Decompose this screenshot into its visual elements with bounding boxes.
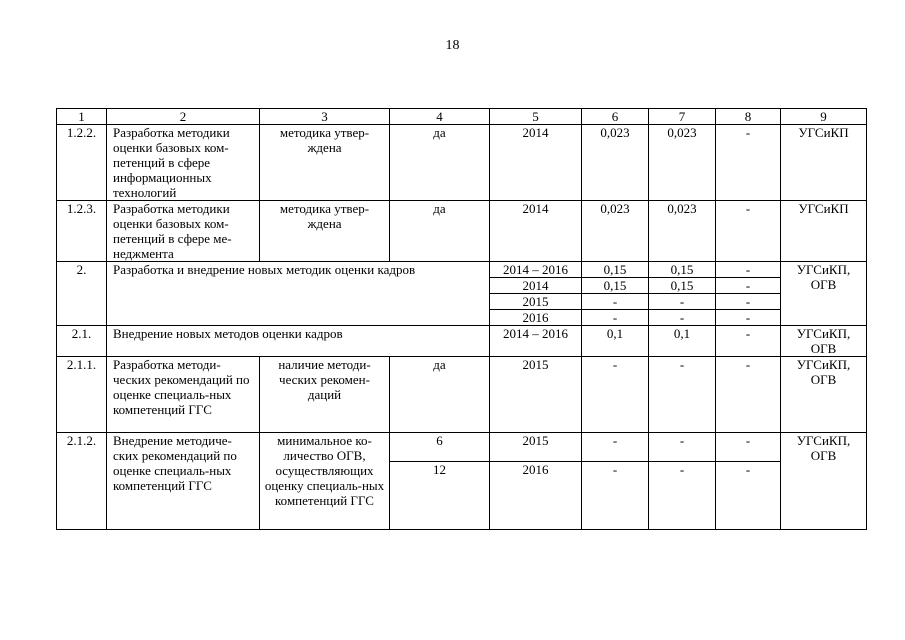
item-col8: -: [716, 433, 781, 462]
item-value: да: [390, 125, 490, 201]
item-col7: 0,023: [649, 201, 716, 262]
item-col6: -: [582, 294, 649, 310]
item-name: Внедрение методиче-ских рекомендаций по оценке специаль-ных компетенций ГГС: [107, 433, 260, 530]
item-col8: -: [716, 326, 781, 357]
item-col8: -: [716, 201, 781, 262]
item-col7: -: [649, 357, 716, 433]
page-number: 18: [445, 38, 460, 53]
item-indicator: наличие методи-ческих рекомен-даций: [260, 357, 390, 433]
table-row: [57, 201, 867, 262]
header-cell: 2: [107, 109, 260, 125]
header-cell: 9: [781, 109, 867, 125]
item-col6: -: [582, 462, 649, 530]
header-cell: 6: [582, 109, 649, 125]
item-col6: 0,023: [582, 125, 649, 201]
item-col6: 0,15: [582, 278, 649, 294]
item-col7: 0,1: [649, 326, 716, 357]
item-executor: УГСиКП: [781, 201, 867, 262]
item-col6: -: [582, 310, 649, 326]
table-row: [57, 433, 867, 462]
item-year: 2015: [490, 357, 582, 433]
item-col6: -: [582, 357, 649, 433]
item-year: 2014 – 2016: [490, 262, 582, 278]
item-year: 2014 – 2016: [490, 326, 582, 357]
item-col7: -: [649, 294, 716, 310]
item-year: 2014: [490, 278, 582, 294]
item-year: 2016: [490, 462, 582, 530]
item-value: 12: [390, 462, 490, 530]
table-row: [57, 125, 867, 201]
item-value: да: [390, 357, 490, 433]
item-year: 2014: [490, 201, 582, 262]
item-year: 2016: [490, 310, 582, 326]
item-number: 2.1.: [57, 326, 107, 357]
item-value: да: [390, 201, 490, 262]
table-row: [57, 326, 867, 357]
item-col8: -: [716, 462, 781, 530]
item-col7: -: [649, 433, 716, 462]
item-executor: УГСиКП, ОГВ: [781, 262, 867, 326]
measures-table: [56, 108, 867, 530]
item-col8: -: [716, 125, 781, 201]
item-col7: 0,15: [649, 262, 716, 278]
item-year: 2015: [490, 433, 582, 462]
item-value: 6: [390, 433, 490, 462]
item-col6: -: [582, 433, 649, 462]
item-indicator: методика утвер-ждена: [260, 125, 390, 201]
item-number: 1.2.3.: [57, 201, 107, 262]
item-col6: 0,1: [582, 326, 649, 357]
item-number: 2.1.2.: [57, 433, 107, 530]
item-col6: 0,023: [582, 201, 649, 262]
item-col8: -: [716, 310, 781, 326]
item-col8: -: [716, 262, 781, 278]
item-col8: -: [716, 357, 781, 433]
item-col8: -: [716, 294, 781, 310]
item-number: 2.: [57, 262, 107, 326]
item-name: Разработка методи-ческих рекомендаций по оценке специаль-ных компетенций ГГС: [107, 357, 260, 433]
item-indicator: минимальное ко-личество ОГВ, осуществляющих оценку специаль-ных компетенций ГГС: [260, 433, 390, 530]
item-col7: 0,15: [649, 278, 716, 294]
header-cell: 4: [390, 109, 490, 125]
item-name: Разработка и внедрение новых методик оценки кадров: [107, 262, 490, 326]
item-executor: УГСиКП, ОГВ: [781, 433, 867, 530]
item-name: Разработка методики оценки базовых ком-петенций в сфере ме-неджмента: [107, 201, 260, 262]
item-col7: 0,023: [649, 125, 716, 201]
item-name: Внедрение новых методов оценки кадров: [107, 326, 490, 357]
header-cell: 8: [716, 109, 781, 125]
header-cell: 1: [57, 109, 107, 125]
table-row: [57, 357, 867, 433]
item-number: 2.1.1.: [57, 357, 107, 433]
item-col8: -: [716, 278, 781, 294]
item-executor: УГСиКП: [781, 125, 867, 201]
header-cell: 7: [649, 109, 716, 125]
table-row: [57, 262, 867, 278]
header-cell: 3: [260, 109, 390, 125]
item-name: Разработка методики оценки базовых ком-петенций в сфере информационных технологий: [107, 125, 260, 201]
item-year: 2015: [490, 294, 582, 310]
item-executor: УГСиКП, ОГВ: [781, 326, 867, 357]
header-cell: 5: [490, 109, 582, 125]
item-year: 2014: [490, 125, 582, 201]
item-indicator: методика утвер-ждена: [260, 201, 390, 262]
item-col6: 0,15: [582, 262, 649, 278]
item-number: 1.2.2.: [57, 125, 107, 201]
header-row: [57, 109, 867, 125]
item-executor: УГСиКП, ОГВ: [781, 357, 867, 433]
item-col7: -: [649, 310, 716, 326]
item-col7: -: [649, 462, 716, 530]
